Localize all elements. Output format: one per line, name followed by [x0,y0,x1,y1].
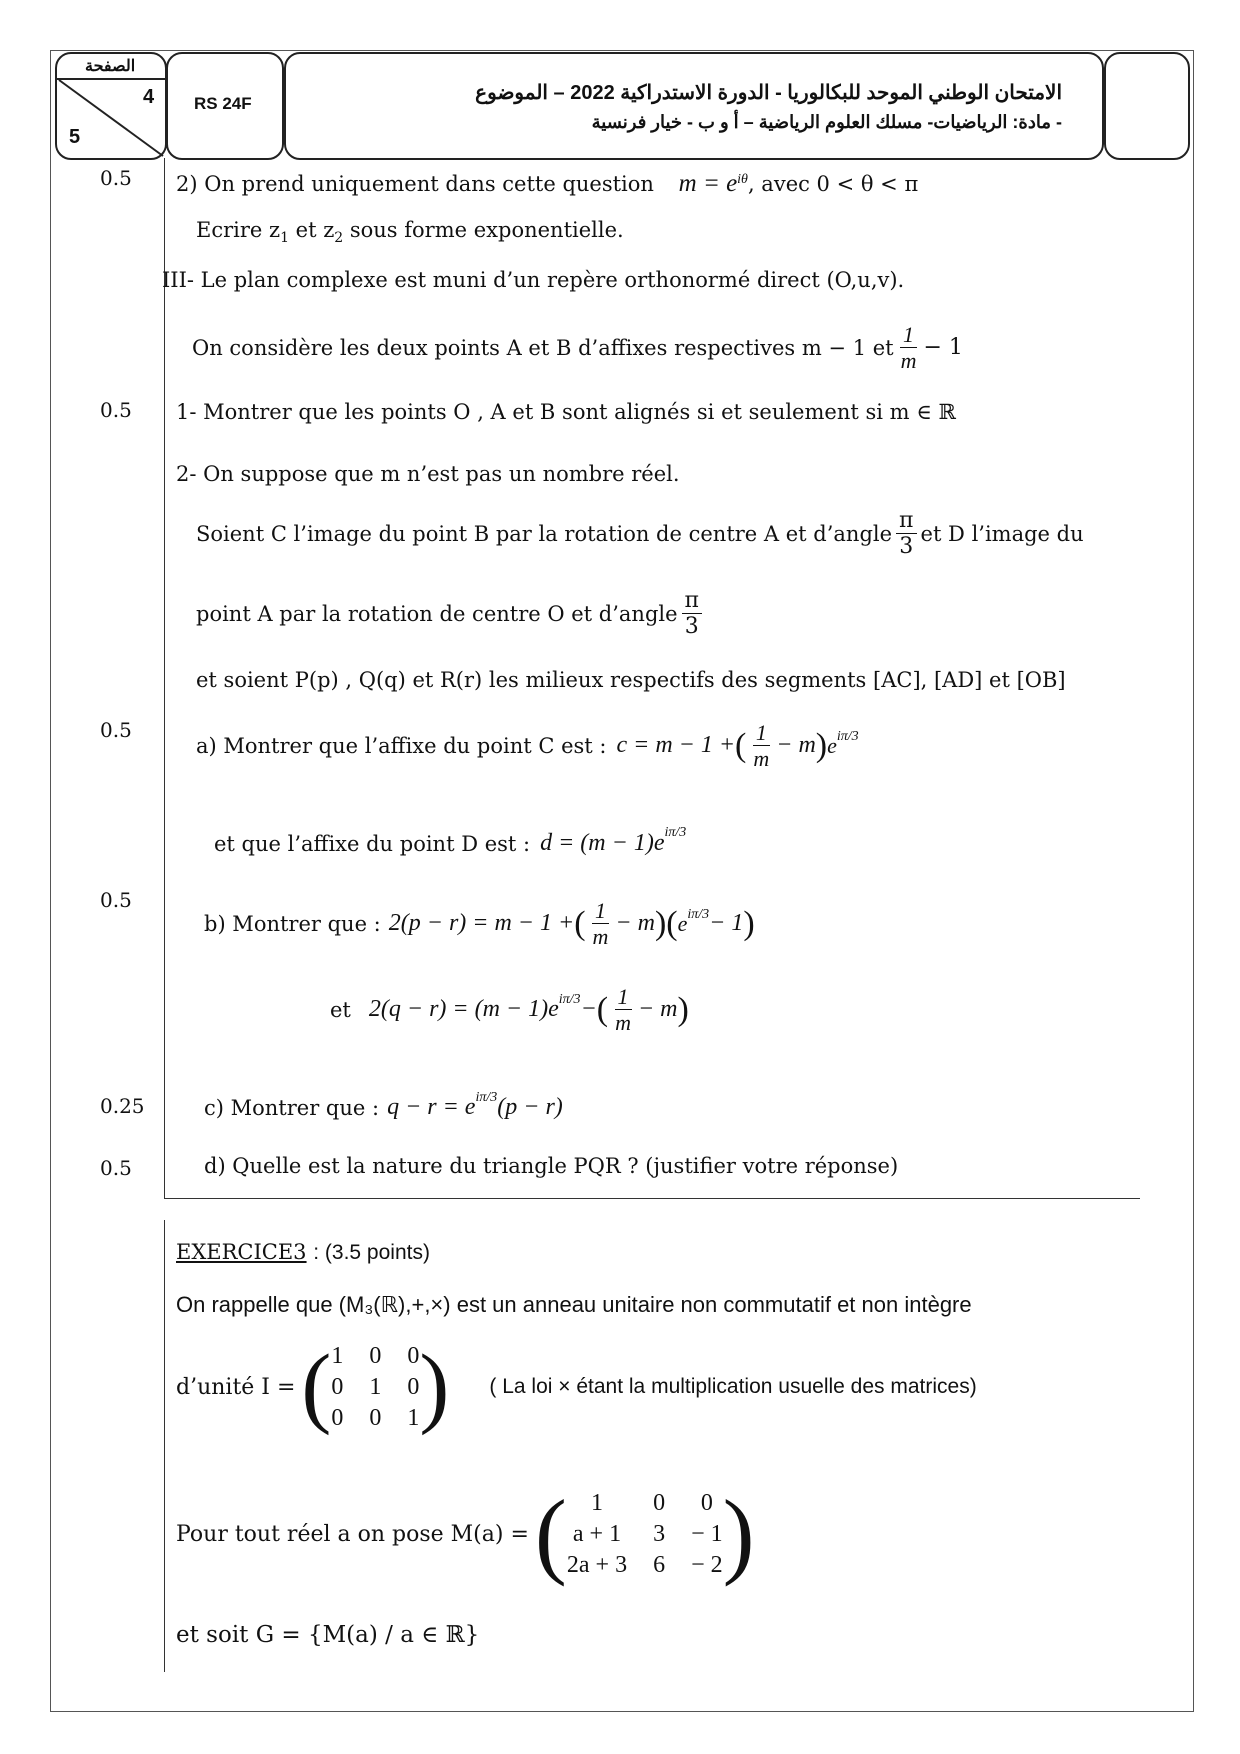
identity-matrix-cell: 0 [369,1404,382,1431]
question-d: d) Quelle est la nature du triangle PQR ? (justifier votre réponse) [204,1154,899,1178]
exercise-divider [164,1220,165,1672]
points-qa: 0.5 [100,718,132,742]
matrix-M [567,1490,723,1579]
points-q2: 0.5 [100,166,132,190]
question-a: a) Montrer que l’affixe du point C est : c = m − 1 + ( $\frac{1}{m}$ − m ) e $^{i\pi/3}$ [196,720,859,772]
identity-matrix-cell: 0 [407,1342,420,1369]
identity-matrix-cell: 1 [369,1373,382,1400]
matrix-M-cell: 3 [653,1520,666,1547]
q2-exp: iθ [737,172,748,187]
question-2: 2- On suppose que m n’est pas un nombre réel. [176,462,680,486]
exercise-3-points: : (3.5 points) [313,1241,430,1264]
exercise-3-title: EXERCICE3 [176,1240,307,1264]
q2-cond: , avec 0 < θ < π [747,172,919,196]
question-b: b) Montrer que : 2(p − r) = m − 1 + ( $\frac{1}{m}$ − m )( e $^{i\pi/3}$ − 1 ) [204,898,755,950]
q2-intro: 2) On prend uniquement dans cette question [176,172,654,196]
identity-matrix-cell: 0 [331,1373,344,1400]
points-qd: 0.5 [100,1156,132,1180]
q2-task-a: Ecrire z [196,218,281,242]
exercise-3-intro: On rappelle que (M₃(ℝ),+,×) est un anneau unitaire non commutatif et non intègre [176,1292,972,1317]
points-qb: 0.5 [100,888,132,912]
matrix-M-cell: 1 [590,1489,603,1516]
q2-task-c: sous forme exponentielle. [343,218,624,242]
page-label: الصفحة [85,58,136,75]
identity-matrix-line: d’unité I = ( 1 0 0 0 1 0 0 0 1 ) ( La loi × étant la multiplication usuelle des matrices) [176,1337,977,1436]
identity-matrix-cell: 0 [369,1342,382,1369]
q2-task: Ecrire $z_1$ et $z_2$ sous forme exponentielle. [196,218,624,247]
section-divider [164,1198,1140,1199]
q2-m: m = e [678,170,738,197]
points-qc: 0.25 [100,1094,145,1118]
page-frame [50,50,1194,1712]
exercise-3-heading [176,1240,430,1265]
question-1: 1- Montrer que les points O , A et B sont alignés si et seulement si m ∈ ℝ [176,400,956,424]
rotation-line-2: point A par la rotation de centre O et d’angle $\frac{\pi}{3}$ [196,588,706,640]
matrix-M-cell: − 2 [691,1551,723,1578]
points-a-b: On considère les deux points A et B d’affixes respectives m − 1 et $\frac{1}{m}$ − 1 [192,322,963,374]
page-number-box [55,52,167,160]
exam-code: RS 24F [194,94,252,113]
rotation-line-1: Soient C l’image du point B par la rotation de centre A et d’angle $\frac{\pi}{3}$ et D l’image du [196,508,1084,560]
question-b-2: et 2(q − r) = (m − 1)e $^{i\pi/3}$ − ( $\frac{1}{m}$ − m ) [330,984,689,1036]
set-G: et soit G = {M(a) / a ∈ ℝ} [176,1622,480,1648]
identity-matrix-cell: 1 [407,1404,420,1431]
matrix-M-cell: − 1 [691,1520,723,1547]
midpoints-line: et soient P(p) , Q(q) et R(r) les milieux respectifs des segments [AC], [AD] et [OB] [196,668,1066,692]
title-box [284,52,1104,160]
identity-matrix-cell: 1 [331,1342,344,1369]
matrix-M-cell: 2a + 3 [566,1551,628,1578]
part-iii: III- Le plan complexe est muni d’un repère orthonormé direct (O,u,v). [162,268,905,292]
points-q1: 0.5 [100,398,132,422]
exam-title: الامتحان الوطني الموحد للبكالوريا - الدورة الاستدراكية 2022 – الموضوع [475,82,1062,104]
points-ab-text: On considère les deux points A et B d’affixes respectives m − 1 et [192,335,894,360]
points-column-divider [164,158,165,1198]
blank-box [1104,52,1190,160]
page-current: 4 [143,86,155,108]
question-c: c) Montrer que : q − r = e $^{i\pi/3}$ (p − r) [204,1089,563,1120]
page-total: 5 [69,126,81,148]
question-a-2: et que l’affixe du point D est : d = (m − 1)e $^{i\pi/3}$ [214,824,687,856]
identity-matrix-cell: 0 [407,1373,420,1400]
exam-subject: - مادة: الرياضيات- مسلك العلوم الرياضية – أ و ب - خيار فرنسية [591,112,1062,132]
identity-matrix [331,1343,419,1432]
matrix-M-cell: 0 [653,1489,666,1516]
q2-task-b: et z [288,218,335,242]
matrix-M-cell: 0 [700,1489,713,1516]
matrix-M-cell: 6 [653,1551,666,1578]
q2-line [176,170,918,198]
matrix-M-line: Pour tout réel a on pose M(a) = ( 1 0 0 a + 1 3 − 1 2a + 3 6 − 2 ) [176,1480,755,1587]
identity-matrix-cell: 0 [331,1404,344,1431]
matrix-M-cell: a + 1 [572,1520,622,1547]
code-box [166,52,284,160]
